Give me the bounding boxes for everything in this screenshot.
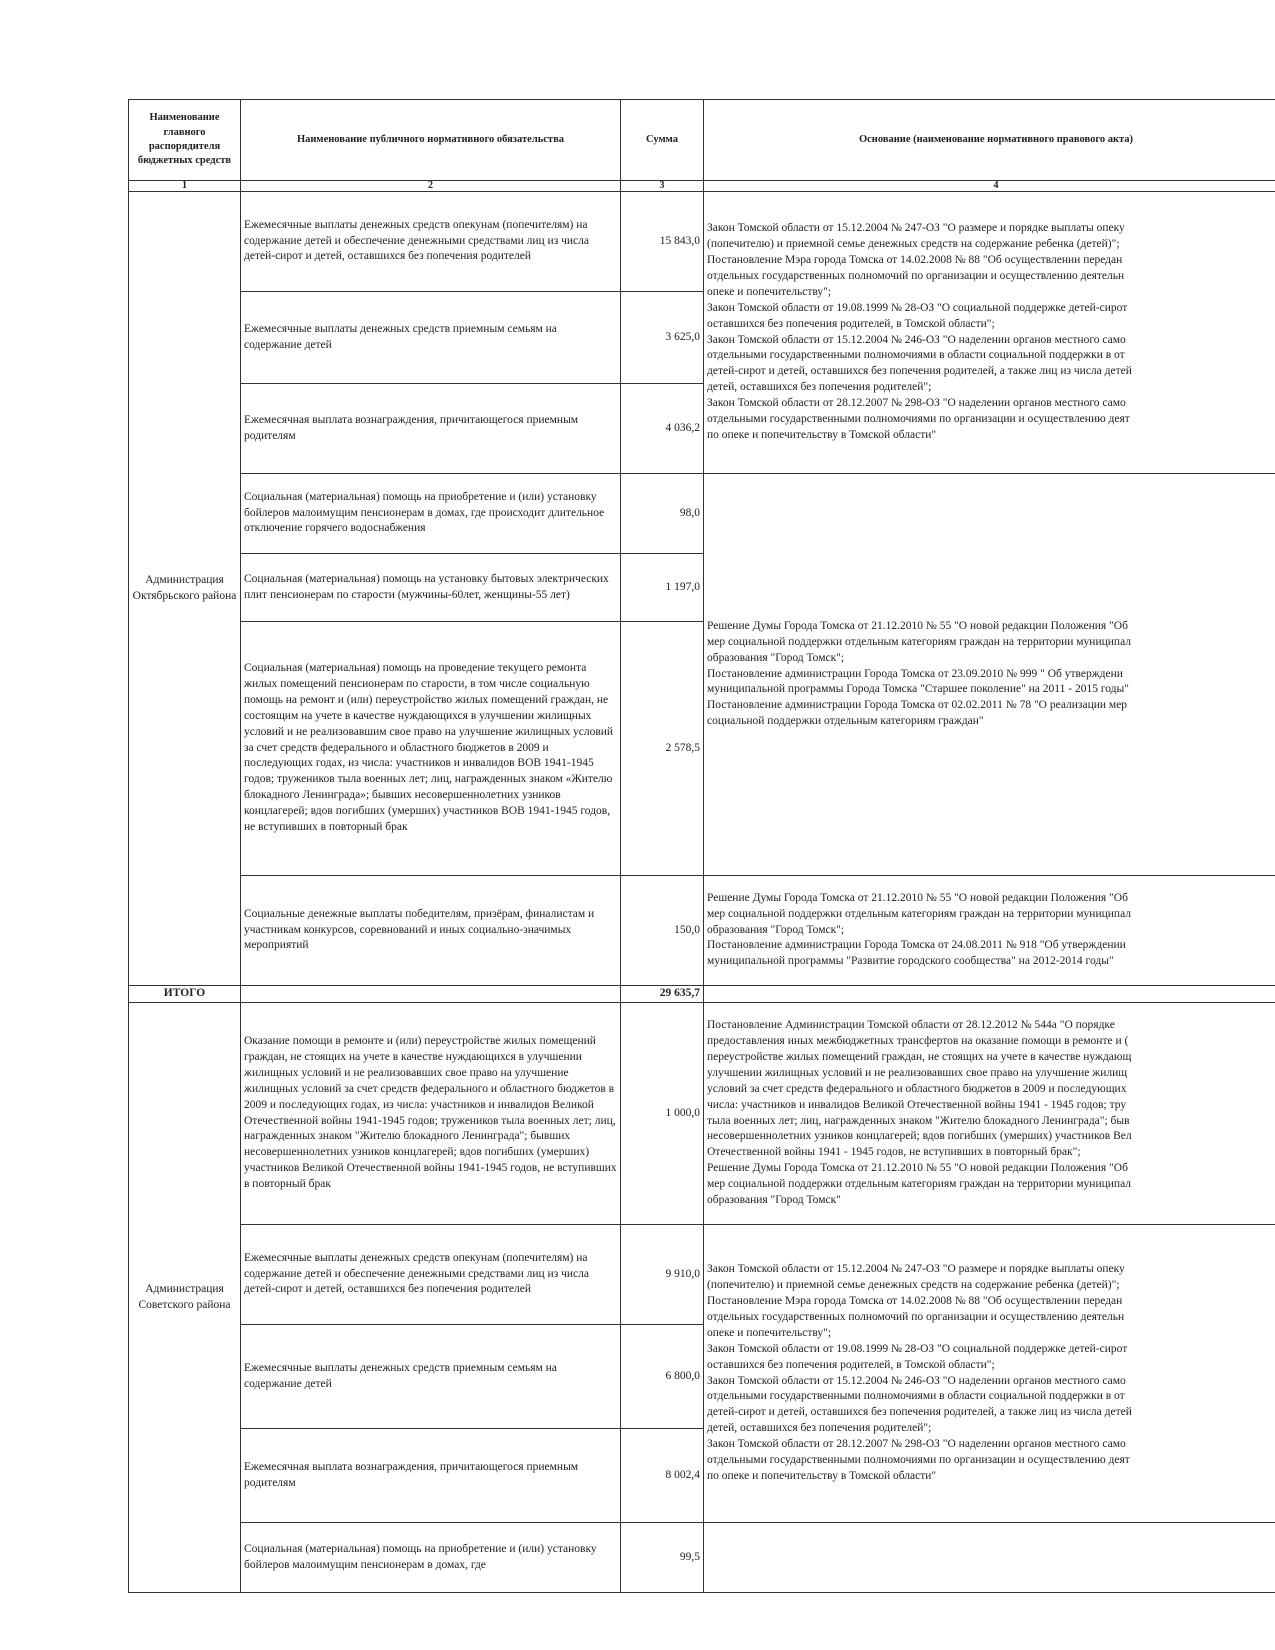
basis-line: муниципальной программы Города Томска "Старшее поколение" на 2011 - 2015 годы": [707, 683, 1129, 696]
basis-line: Закон Томской области от 15.12.2004 № 246-ОЗ "О наделении органов местного само: [707, 1374, 1126, 1387]
basis-line: (попечителю) и приемной семье денежных средств на содержание ребенка (детей)";: [707, 238, 1120, 251]
basis-line: предоставления иных межбюджетных трансфертов на оказание помощи в ремонте и (: [707, 1035, 1129, 1048]
basis-line: (попечителю) и приемной семье денежных средств на содержание ребенка (детей)";: [707, 1279, 1120, 1292]
amount: 15 843,0: [621, 192, 704, 292]
obligation-description: Социальная (материальная) помощь на приобретение и (или) установку бойлеров малоимущим пенсионерам в домах, где: [241, 1523, 621, 1593]
amount: 9 910,0: [621, 1225, 704, 1325]
amount: 98,0: [621, 474, 704, 554]
basis-line: Постановление администрации Города Томска от 24.08.2011 № 918 "Об утверждении: [707, 939, 1126, 952]
amount: 3 625,0: [621, 292, 704, 384]
table-row: [129, 876, 1275, 986]
basis-line: Закон Томской области от 15.12.2004 № 246-ОЗ "О наделении органов местного само: [707, 333, 1126, 346]
amount: 8 002,4: [621, 1429, 704, 1523]
basis-line: Закон Томской области от 15.12.2004 № 247-ОЗ "О размере и порядке выплаты опеку: [707, 222, 1125, 235]
header-row: [129, 100, 1275, 181]
basis-acts: [704, 192, 1275, 474]
basis-line: образования "Город Томск": [707, 1193, 841, 1206]
obligation-description: Социальная (материальная) помощь на приобретение и (или) установку бойлеров малоимущим пенсионерам в домах, где происходит длительное отключение горячего водоснабжения: [241, 474, 621, 554]
obligation-description: Ежемесячные выплаты денежных средств приемным семьям на содержание детей: [241, 292, 621, 384]
column-number: 2: [241, 181, 621, 192]
total-label: ИТОГО: [129, 986, 241, 1003]
basis-line: образования "Город Томск";: [707, 923, 845, 936]
basis-acts: [704, 1225, 1275, 1523]
basis-empty: [704, 1523, 1275, 1593]
basis-line: Постановление администрации Города Томска от 23.09.2010 № 999 " Об утверждени: [707, 667, 1123, 680]
table-row: [129, 1003, 1275, 1225]
obligation-description: Социальная (материальная) помощь на проведение текущего ремонта жилых помещений пенсионерам по старости, в том числе социальную помощь на ремонт и (или) переустройство жилых помещений граждан, не состоящим на учете в качестве нуждающихся в улучшении жилищных условий и не реализовавшим свое право на улучшение жилищных условий за счет средств федерального и областного бюджетов в 2009 и последующих годах, из числа: участников и инвалидов ВОВ 1941-1945 годов; тружеников тыла военных лет; лиц, награжденных знаком «Жителю блокадного Ленинграда»; бывших несовершеннолетних узников концлагерей; вдов погибших (умерших) участников ВОВ 1941-1945 годов, не вступивших в повторный брак: [241, 622, 621, 876]
basis-line: тыла военных лет; лиц, награжденных знаком "Жителю блокадного Ленинграда"; быв: [707, 1114, 1130, 1127]
basis-line: Постановление администрации Города Томска от 02.02.2011 № 78 "О реализации мер: [707, 699, 1128, 712]
amount: 99,5: [621, 1523, 704, 1593]
basis-line: мер социальной поддержки отдельным категориям граждан на территории муниципал: [707, 635, 1132, 648]
amount: 2 578,5: [621, 622, 704, 876]
basis-line: Закон Томской области от 19.08.1999 № 28-ОЗ "О социальной поддержке детей-сирот: [707, 301, 1128, 314]
table-row: [129, 1523, 1275, 1593]
basis-line: Решение Думы Города Томска от 21.12.2010 № 55 "О новой редакции Положения "Об: [707, 1162, 1128, 1175]
basis-line: переустройстве жилых помещений граждан, не стоящих на учете в качестве нуждающ: [707, 1051, 1132, 1064]
basis-line: условий за счет средств федерального и областного бюджетов в 2009 и последующих: [707, 1082, 1127, 1095]
basis-line: отдельных государственных полномочий по организации и осуществлению деятельн: [707, 270, 1125, 283]
basis-line: мер социальной поддержки отдельным категориям граждан на территории муниципал: [707, 1177, 1132, 1190]
basis-acts: [704, 876, 1275, 986]
basis-line: опеке и попечительству";: [707, 285, 832, 298]
amount: 150,0: [621, 876, 704, 986]
basis-line: Закон Томской области от 15.12.2004 № 247-ОЗ "О размере и порядке выплаты опеку: [707, 1263, 1125, 1276]
total-row: [129, 986, 1275, 1003]
basis-line: Постановление Мэра города Томска от 14.02.2008 № 88 "Об осуществлении передан: [707, 1295, 1123, 1308]
basis-line: опеке и попечительству";: [707, 1326, 832, 1339]
budget-obligations-table: [128, 99, 1275, 1593]
basis-line: отдельными государственными полномочиями в области социальной поддержки в от: [707, 349, 1125, 362]
table-row: [129, 474, 1275, 554]
basis-line: несовершеннолетних узников концлагерей; вдов погибших (умерших) участников Вел: [707, 1130, 1132, 1143]
basis-line: детей-сирот и детей, оставшихся без попечения родителей, а также лиц из числа детей: [707, 1406, 1132, 1419]
table-row: [129, 192, 1275, 292]
obligation-description: Ежемесячные выплаты денежных средств опекунам (попечителям) на содержание детей и обеспечение денежными средствами лиц из числа детей-сирот и детей, оставшихся без попечения родителей: [241, 1225, 621, 1325]
basis-line: отдельными государственными полномочиями в области социальной поддержки в от: [707, 1390, 1125, 1403]
total-empty: [704, 986, 1275, 1003]
obligation-description: Социальная (материальная) помощь на установку бытовых электрических плит пенсионерам по старости (мужчины-60лет, женщины-55 лет): [241, 554, 621, 622]
total-empty: [241, 986, 621, 1003]
basis-line: Закон Томской области от 19.08.1999 № 28-ОЗ "О социальной поддержке детей-сирот: [707, 1342, 1128, 1355]
amount: 1 197,0: [621, 554, 704, 622]
column-number: 1: [129, 181, 241, 192]
total-amount: 29 635,7: [621, 986, 704, 1003]
basis-line: Решение Думы Города Томска от 21.12.2010 № 55 "О новой редакции Положения "Об: [707, 891, 1128, 904]
column-number-row: [129, 181, 1275, 192]
amount: 1 000,0: [621, 1003, 704, 1225]
basis-line: мер социальной поддержки отдельным категориям граждан на территории муниципал: [707, 907, 1132, 920]
basis-line: числа: участников и инвалидов Великой Отечественной войны 1941 - 1945 годов; тру: [707, 1098, 1127, 1111]
basis-line: образования "Город Томск";: [707, 651, 845, 664]
basis-acts: [704, 1003, 1275, 1225]
basis-line: муниципальной программы "Развитие городского сообщества" на 2012-2014 годы": [707, 955, 1114, 968]
obligation-description: Оказание помощи в ремонте и (или) переустройстве жилых помещений граждан, не стоящих на учете в качестве нуждающихся в улучшении жилищных условий и не реализовавших свое право на улучшение жилищных условий за счет средств федерального и областного бюджетов в 2009 и последующих годах, из числа: участников и инвалидов Великой Отечественной войны 1941-1945 годов; тружеников тыла военных лет; лиц, награжденных знаком "Жителю блокадного Ленинграда"; бывших несовершеннолетних узников концлагерей; вдов погибших (умерших) участников Великой Отечественной войны 1941-1945 годов, не вступивших в повторный брак: [241, 1003, 621, 1225]
basis-line: Решение Думы Города Томска от 21.12.2010 № 55 "О новой редакции Положения "Об: [707, 619, 1128, 632]
obligation-description: Ежемесячные выплаты денежных средств приемным семьям на содержание детей: [241, 1325, 621, 1429]
amount: 4 036,2: [621, 384, 704, 474]
basis-line: детей-сирот и детей, оставшихся без попечения родителей, а также лиц из числа детей: [707, 365, 1132, 378]
basis-line: по опеке и попечительству в Томской области": [707, 1469, 937, 1482]
column-number: 3: [621, 181, 704, 192]
basis-line: социальной поддержки отдельным категориям граждан": [707, 715, 984, 728]
basis-line: отдельными государственными полномочиями по организации и осуществлению деят: [707, 1453, 1130, 1466]
basis-line: отдельными государственными полномочиями по организации и осуществлению деят: [707, 412, 1130, 425]
basis-line: по опеке и попечительству в Томской области": [707, 428, 937, 441]
basis-line: улучшении жилищных условий и не реализовавших свое право на улучшение жилищ: [707, 1066, 1128, 1079]
basis-line: Постановление Мэра города Томска от 14.02.2008 № 88 "Об осуществлении передан: [707, 254, 1123, 267]
basis-line: Постановление Администрации Томской области от 28.12.2012 № 544а "О порядке: [707, 1019, 1115, 1032]
table-row: [129, 1225, 1275, 1325]
obligation-description: Ежемесячные выплаты денежных средств опекунам (попечителям) на содержание детей и обеспечение денежными средствами лиц из числа детей-сирот и детей, оставшихся без попечения родителей: [241, 192, 621, 292]
agency-name: Администрация Советского района: [129, 1003, 241, 1593]
header-obligation: Наименование публичного нормативного обязательства: [241, 100, 621, 181]
column-number: 4: [704, 181, 1275, 192]
basis-line: Закон Томской области от 28.12.2007 № 298-ОЗ "О наделении органов местного само: [707, 396, 1126, 409]
obligation-description: Ежемесячная выплата вознаграждения, причитающегося приемным родителям: [241, 1429, 621, 1523]
basis-line: оставшихся без попечения родителей, в Томской области";: [707, 317, 995, 330]
basis-line: отдельных государственных полномочий по организации и осуществлению деятельн: [707, 1311, 1125, 1324]
basis-line: детей, оставшихся без попечения родителей";: [707, 1422, 932, 1435]
agency-name: Администрация Октябрьского района: [129, 192, 241, 986]
header-agency: Наименование главного распорядителя бюджетных средств: [129, 100, 241, 181]
obligation-description: Социальные денежные выплаты победителям, призёрам, финалистам и участникам конкурсов, соревнований и иных социально-значимых мероприятий: [241, 876, 621, 986]
basis-line: детей, оставшихся без попечения родителей";: [707, 381, 932, 394]
basis-line: Отечественной войны 1941 - 1945 годов, не вступивших в повторный брак";: [707, 1146, 1081, 1159]
basis-line: оставшихся без попечения родителей, в Томской области";: [707, 1358, 995, 1371]
header-amount: Сумма: [621, 100, 704, 181]
obligation-description: Ежемесячная выплата вознаграждения, причитающегося приемным родителям: [241, 384, 621, 474]
basis-line: Закон Томской области от 28.12.2007 № 298-ОЗ "О наделении органов местного само: [707, 1437, 1126, 1450]
amount: 6 800,0: [621, 1325, 704, 1429]
basis-acts: [704, 474, 1275, 876]
header-basis: Основание (наименование нормативного правового акта): [704, 100, 1275, 181]
